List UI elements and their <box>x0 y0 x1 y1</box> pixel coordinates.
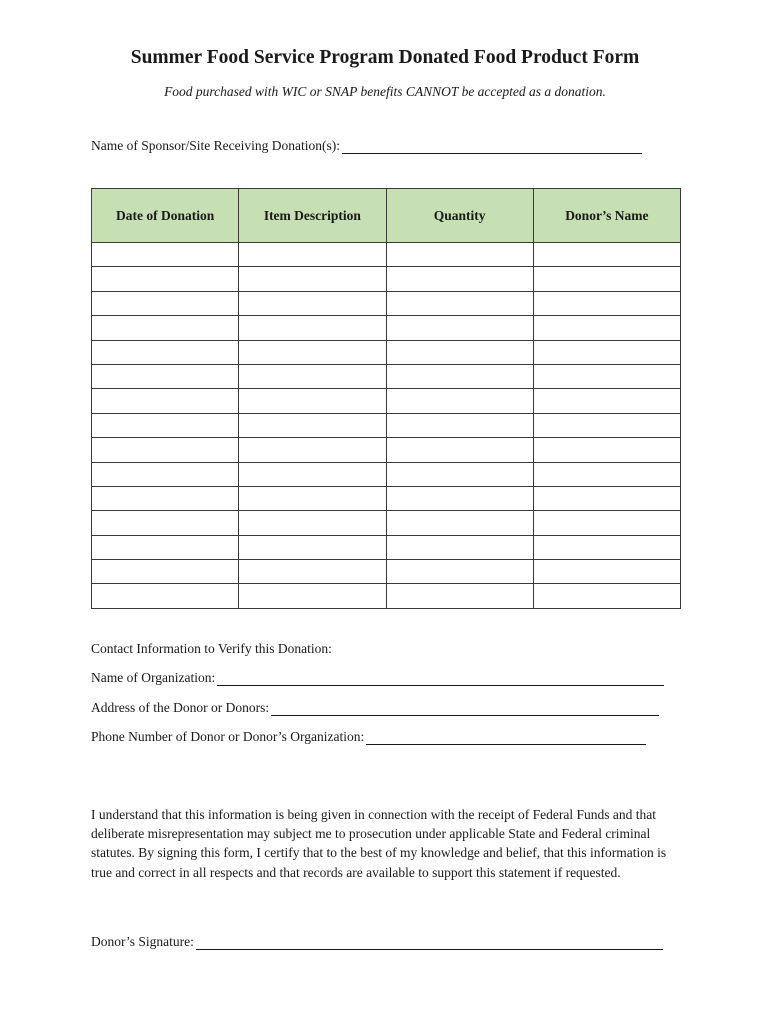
table-cell[interactable] <box>92 560 239 584</box>
table-cell[interactable] <box>239 462 386 486</box>
signature-label: Donor’s Signature: <box>91 934 194 949</box>
table-header-row <box>92 189 681 243</box>
table-cell[interactable] <box>92 291 239 315</box>
table-row <box>92 243 681 267</box>
phone-field <box>91 729 646 745</box>
table-cell[interactable] <box>386 389 533 413</box>
contact-info-heading: Contact Information to Verify this Donation: <box>91 641 332 656</box>
table-cell[interactable] <box>92 462 239 486</box>
table-row <box>92 486 681 510</box>
table-cell[interactable] <box>239 340 386 364</box>
table-cell[interactable] <box>239 486 386 510</box>
table-cell[interactable] <box>386 340 533 364</box>
header-date-of-donation: Date of Donation <box>92 189 239 243</box>
table-cell[interactable] <box>386 364 533 388</box>
table-cell[interactable] <box>239 438 386 462</box>
table-cell[interactable] <box>386 584 533 608</box>
table-cell[interactable] <box>239 316 386 340</box>
table-cell[interactable] <box>239 511 386 535</box>
table-cell[interactable] <box>533 316 680 340</box>
table-row <box>92 389 681 413</box>
table-row <box>92 340 681 364</box>
table-row <box>92 560 681 584</box>
table-cell[interactable] <box>92 243 239 267</box>
table-cell[interactable] <box>92 535 239 559</box>
table-cell[interactable] <box>533 243 680 267</box>
table-cell[interactable] <box>239 560 386 584</box>
donations-table <box>91 188 681 609</box>
table-cell[interactable] <box>92 486 239 510</box>
organization-label: Name of Organization: <box>91 670 216 685</box>
table-row <box>92 438 681 462</box>
table-cell[interactable] <box>239 389 386 413</box>
header-donors-name: Donor’s Name <box>533 189 680 243</box>
table-cell[interactable] <box>533 291 680 315</box>
table-cell[interactable] <box>239 267 386 291</box>
table-cell[interactable] <box>533 413 680 437</box>
table-cell[interactable] <box>533 584 680 608</box>
table-cell[interactable] <box>92 340 239 364</box>
table-cell[interactable] <box>533 438 680 462</box>
address-label: Address of the Donor or Donors: <box>91 700 270 715</box>
table-cell[interactable] <box>92 511 239 535</box>
table-row <box>92 535 681 559</box>
header-item-description: Item Description <box>239 189 386 243</box>
table-cell[interactable] <box>92 438 239 462</box>
organization-input-line[interactable] <box>217 671 664 686</box>
table-cell[interactable] <box>386 243 533 267</box>
table-cell[interactable] <box>386 560 533 584</box>
form-title: Summer Food Service Program Donated Food Product Form <box>130 47 640 68</box>
table-row <box>92 584 681 608</box>
table-row <box>92 316 681 340</box>
table-cell[interactable] <box>533 364 680 388</box>
table-cell[interactable] <box>386 486 533 510</box>
table-cell[interactable] <box>533 462 680 486</box>
table-cell[interactable] <box>239 291 386 315</box>
table-cell[interactable] <box>239 413 386 437</box>
table-cell[interactable] <box>533 389 680 413</box>
table-cell[interactable] <box>533 267 680 291</box>
table-cell[interactable] <box>386 535 533 559</box>
address-field <box>91 700 659 716</box>
donation-rows <box>92 243 681 609</box>
table-cell[interactable] <box>386 462 533 486</box>
table-cell[interactable] <box>386 267 533 291</box>
table-cell[interactable] <box>92 316 239 340</box>
table-cell[interactable] <box>533 560 680 584</box>
phone-input-line[interactable] <box>366 730 646 745</box>
table-cell[interactable] <box>92 413 239 437</box>
table-cell[interactable] <box>533 511 680 535</box>
table-cell[interactable] <box>92 584 239 608</box>
table-cell[interactable] <box>92 267 239 291</box>
signature-input-line[interactable] <box>196 935 663 950</box>
table-cell[interactable] <box>92 389 239 413</box>
sponsor-site-input-line[interactable] <box>342 139 642 154</box>
table-cell[interactable] <box>533 486 680 510</box>
certification-statement: I understand that this information is being given in connection with the receipt of Federal Funds and that deliberate misrepresentation may subject me to prosecution under applicable State and Federal criminal statutes. By signing this form, I certify that to the best of my knowledge and belief, that this information is true and correct in all respects and that records are available to support this statement if requested. <box>91 807 667 880</box>
organization-field <box>91 670 664 686</box>
sponsor-site-field <box>91 138 642 154</box>
header-quantity: Quantity <box>386 189 533 243</box>
table-cell[interactable] <box>386 316 533 340</box>
table-cell[interactable] <box>386 438 533 462</box>
table-cell[interactable] <box>533 535 680 559</box>
table-cell[interactable] <box>386 291 533 315</box>
wic-snap-notice: Food purchased with WIC or SNAP benefits CANNOT be accepted as a donation. <box>164 84 606 99</box>
table-cell[interactable] <box>239 243 386 267</box>
sponsor-site-label: Name of Sponsor/Site Receiving Donation(s): <box>91 138 340 153</box>
phone-label: Phone Number of Donor or Donor’s Organization: <box>91 729 365 744</box>
table-row <box>92 291 681 315</box>
table-row <box>92 413 681 437</box>
table-cell[interactable] <box>386 511 533 535</box>
table-cell[interactable] <box>239 364 386 388</box>
table-cell[interactable] <box>92 364 239 388</box>
table-row <box>92 462 681 486</box>
table-row <box>92 511 681 535</box>
table-cell[interactable] <box>386 413 533 437</box>
table-cell[interactable] <box>533 340 680 364</box>
table-cell[interactable] <box>239 584 386 608</box>
address-input-line[interactable] <box>271 701 659 716</box>
table-row <box>92 267 681 291</box>
table-row <box>92 364 681 388</box>
signature-field <box>91 934 663 950</box>
table-cell[interactable] <box>239 535 386 559</box>
